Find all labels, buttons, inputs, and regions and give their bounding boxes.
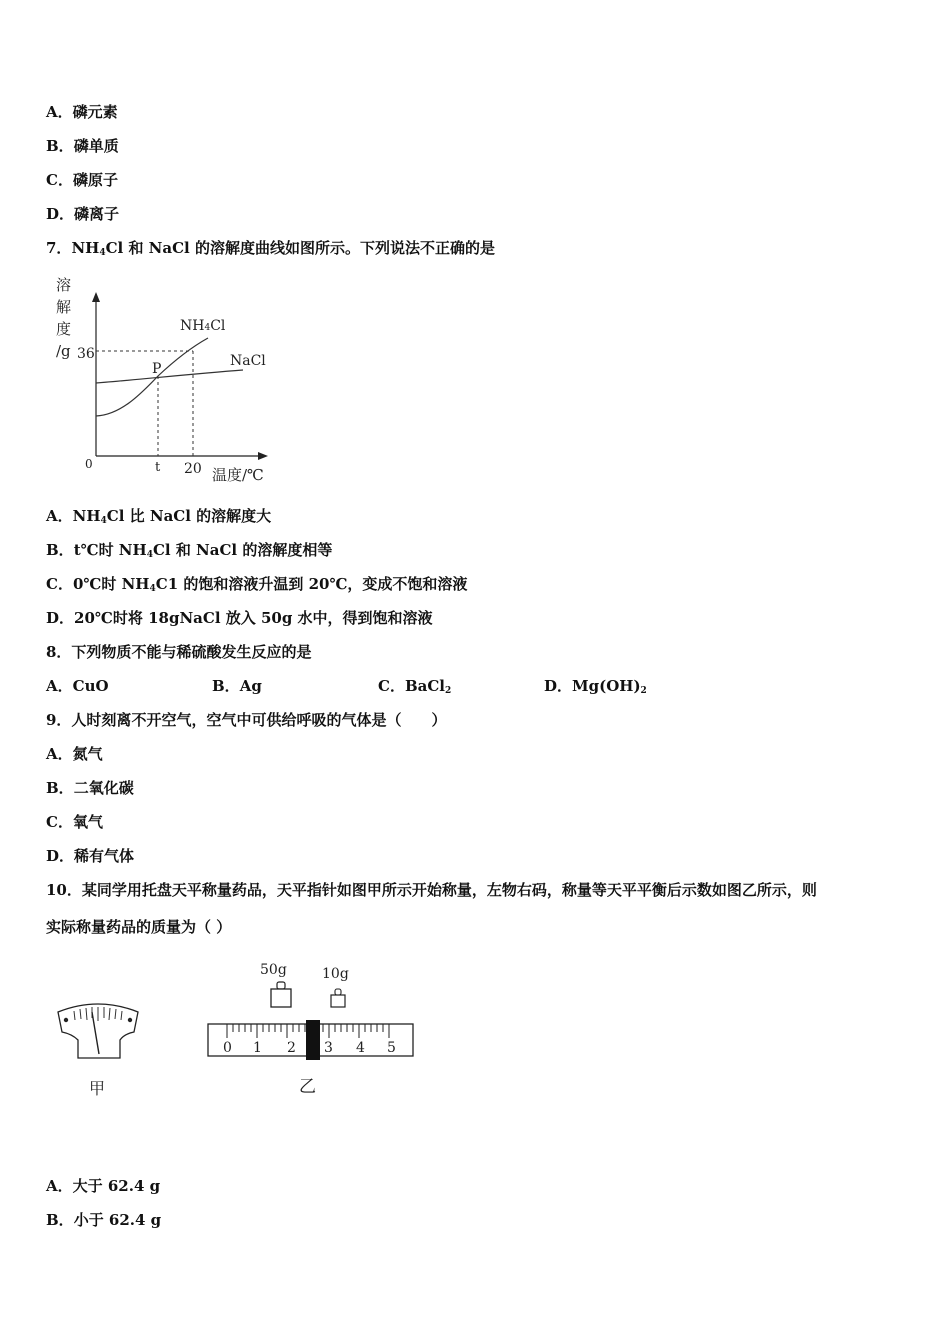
graph-xlabel: 温度/℃ — [212, 466, 264, 484]
svg-text:溶: 溶 — [56, 276, 72, 294]
weight-50g — [271, 982, 291, 1007]
rider-marker — [306, 1020, 320, 1060]
weight-10g — [331, 989, 345, 1007]
q7-option-d: D．20℃时将 18gNaCl 放入 50g 水中，得到饱和溶液 — [46, 609, 433, 627]
q8-option-d: D．$Mg(OH)_2$ — [544, 677, 647, 696]
q7-option-b: B．t℃时 $NH_4Cl$ 和 NaCl 的溶解度相等 — [46, 541, 333, 560]
graph-ylabel — [56, 276, 71, 360]
graph-t-label: t — [155, 460, 161, 475]
q9-option-d: D．稀有气体 — [46, 847, 135, 865]
graph-origin-label: 0 — [85, 457, 93, 471]
dial-screw-left — [64, 1018, 68, 1022]
q9-stem: 9．人时刻离不开空气，空气中可供给呼吸的气体是（ ） — [46, 711, 447, 729]
q7-option-c: C．0℃时 $NH_4C1$ 的饱和溶液升温到 20℃，变成不饱和溶液 — [46, 575, 468, 594]
balance-scale-figure — [205, 958, 417, 1098]
svg-text:4: 4 — [356, 1040, 365, 1056]
graph-x20-label: 20 — [184, 461, 202, 477]
q6-option-d: D．磷离子 — [46, 205, 120, 223]
solubility-graph — [40, 270, 280, 495]
balance-pointer-figure — [52, 998, 144, 1098]
svg-text:/g: /g — [56, 342, 71, 360]
curve-nacl-label: NaCl — [230, 353, 266, 369]
q10-stem-line2: 实际称量药品的质量为（ ） — [46, 918, 232, 936]
q8-option-c: C．BaCl$_2$ — [378, 677, 452, 696]
svg-text:度: 度 — [56, 320, 72, 338]
svg-text:2: 2 — [287, 1040, 296, 1056]
weight-50g-label: 50g — [260, 962, 287, 978]
q8-stem: 8．下列物质不能与稀硫酸发生反应的是 — [46, 643, 312, 661]
label-yi: 乙 — [299, 1077, 316, 1097]
label-jia: 甲 — [89, 1079, 106, 1098]
point-p-label: P — [152, 361, 162, 377]
curve-nh4cl-label: NH4Cl — [180, 318, 226, 334]
q10-option-a: A．大于 62.4 g — [46, 1177, 161, 1195]
svg-text:3: 3 — [324, 1040, 333, 1056]
graph-y-arrow — [92, 292, 100, 302]
dial-screw-right — [128, 1018, 132, 1022]
q9-option-b: B．二氧化碳 — [46, 779, 134, 797]
q8-option-a: A．CuO — [46, 677, 109, 695]
q8-option-b: B．Ag — [212, 677, 262, 695]
q7-option-a: A．$NH_4Cl$ 比 NaCl 的溶解度大 — [46, 507, 272, 526]
svg-text:5: 5 — [387, 1040, 396, 1056]
curve-nacl — [96, 370, 243, 383]
q6-option-a: A．磷元素 — [46, 103, 118, 121]
q10-stem-line1: 10．某同学用托盘天平称量药品，天平指针如图甲所示开始称量，左物右码，称量等天平平衡后示数如图乙所示，则 — [46, 881, 817, 899]
q9-option-a: A．氮气 — [46, 745, 103, 763]
q9-option-c: C．氧气 — [46, 813, 103, 831]
curve-nh4cl — [96, 338, 208, 416]
graph-y36-label: 36 — [77, 346, 95, 362]
graph-x-arrow — [258, 452, 268, 460]
svg-text:1: 1 — [253, 1040, 262, 1056]
svg-text:解: 解 — [56, 298, 72, 316]
q8-options — [46, 676, 710, 701]
q10-option-b: B．小于 62.4 g — [46, 1211, 162, 1229]
weight-10g-label: 10g — [322, 966, 349, 982]
svg-text:0: 0 — [223, 1040, 232, 1056]
q6-option-c: C．磷原子 — [46, 171, 118, 189]
q6-option-b: B．磷单质 — [46, 137, 119, 155]
q7-stem: 7．$NH_4Cl$ 和 NaCl 的溶解度曲线如图所示。下列说法不正确的是 — [46, 239, 495, 258]
